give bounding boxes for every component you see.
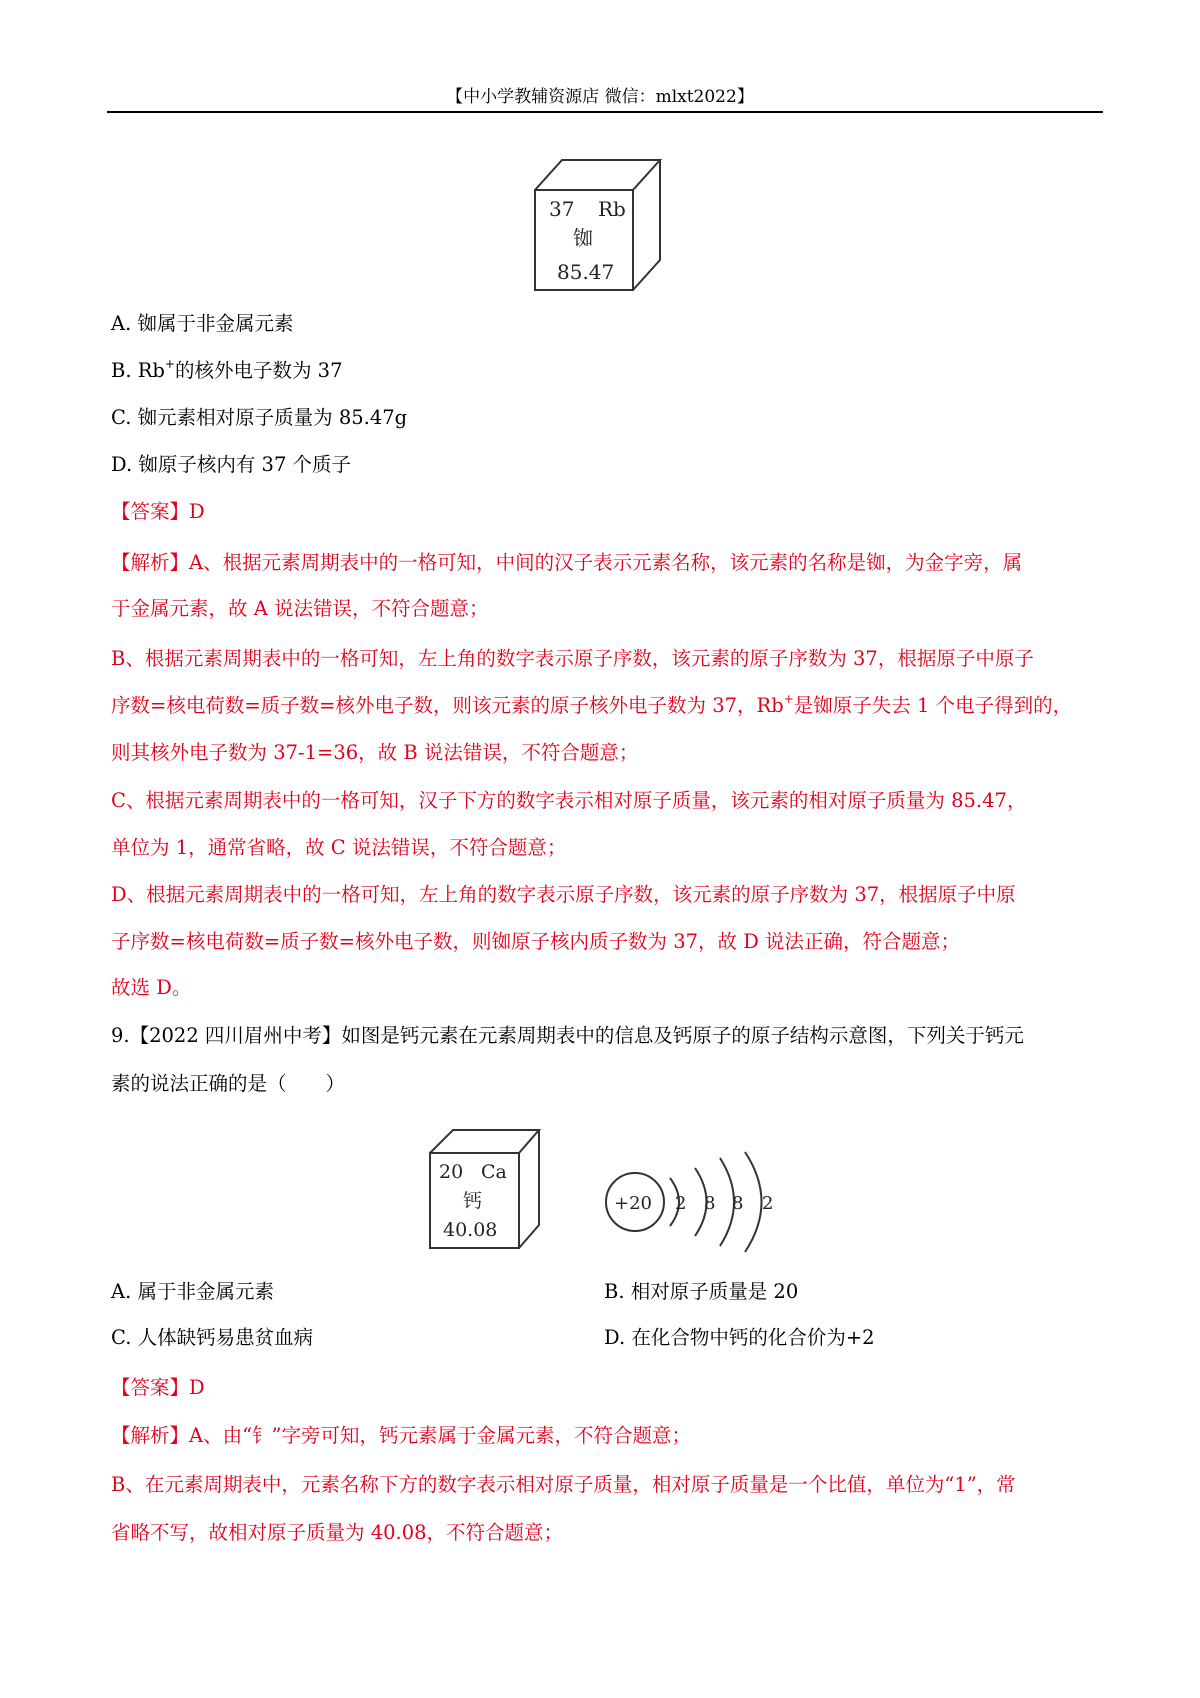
q8-analysis-line: C、根据元素周期表中的一格可知，汉子下方的数字表示相对原子质量，该元素的相对原子质量为 85.47， — [111, 789, 1027, 812]
page-header: 【中小学教辅资源店 微信：mlxt2022】 — [446, 87, 754, 107]
shell-electron-count: 8 — [704, 1193, 716, 1214]
header-rule — [107, 111, 1103, 113]
q9-analysis-line: 【解析】A、由“钅”字旁可知，钙元素属于金属元素，不符合题意； — [111, 1424, 692, 1447]
q8-analysis-line: 子序数=核电荷数=质子数=核外电子数，则铷原子核内质子数为 37，故 D 说法正确，符合题意； — [111, 930, 961, 953]
ca-atomic-structure-diagram — [600, 1150, 800, 1260]
q9-option-b: B. 相对原子质量是 20 — [604, 1280, 799, 1303]
ca-atomic-mass: 40.08 — [443, 1219, 498, 1241]
rb-atomic-mass: 85.47 — [557, 260, 615, 284]
q8-analysis-line: 单位为 1，通常省略，故 C 说法错误，不符合题意； — [111, 836, 567, 859]
q9-stem-line: 9.【2022 四川眉州中考】如图是钙元素在元素周期表中的信息及钙原子的原子结构示意图，下列关于钙元 — [111, 1024, 1024, 1047]
electron-shell-arc — [745, 1152, 762, 1252]
ca-name: 钙 — [463, 1190, 483, 1212]
q9-option-c: C. 人体缺钙易患贫血病 — [111, 1326, 314, 1349]
rb-name: 铷 — [573, 226, 593, 250]
q8-analysis-line: 序数=核电荷数=质子数=核外电子数，则该元素的原子核外电子数为 37，Rb+是铷原子失去 1 个电子得到的， — [111, 692, 1073, 717]
q9-analysis-line: B、在元素周期表中，元素名称下方的数字表示相对原子质量，相对原子质量是一个比值，单位为“1”，常 — [111, 1473, 1016, 1496]
ca-symbol: Ca — [481, 1161, 507, 1183]
q8-analysis-line: 则其核外电子数为 37-1=36，故 B 说法错误，不符合题意； — [111, 741, 639, 764]
shell-electron-count: 2 — [762, 1193, 774, 1214]
q8-option-d: D. 铷原子核内有 37 个质子 — [111, 453, 352, 476]
q8-option-b: B. Rb+的核外电子数为 37 — [111, 357, 343, 382]
q8-analysis-line: 【解析】A、根据元素周期表中的一格可知，中间的汉子表示元素名称，该元素的名称是铷，为金字旁，属 — [111, 551, 1023, 574]
ca-element-cell-figure — [425, 1125, 545, 1255]
q8-answer: 【答案】D — [111, 500, 205, 523]
q9-stem-line: 素的说法正确的是（ ） — [111, 1072, 346, 1095]
rb-element-cell-figure — [530, 155, 675, 295]
q8-analysis-line: B、根据元素周期表中的一格可知，左上角的数字表示原子序数，该元素的原子序数为 37，根据原子中原子 — [111, 647, 1034, 670]
q8-option-c: C. 铷元素相对原子质量为 85.47g — [111, 406, 408, 429]
rb-atomic-number: 37 — [549, 197, 575, 221]
shell-electron-count: 8 — [732, 1193, 744, 1214]
q8-analysis-line: D、根据元素周期表中的一格可知，左上角的数字表示原子序数，该元素的原子序数为 37，根据原子中原 — [111, 883, 1016, 906]
q8-analysis-line: 故选 D。 — [111, 976, 192, 999]
q8-analysis-line: 于金属元素，故 A 说法错误，不符合题意； — [111, 597, 489, 620]
shell-electron-count: 2 — [675, 1193, 687, 1214]
ca-atomic-number: 20 — [439, 1161, 464, 1183]
q9-answer: 【答案】D — [111, 1376, 205, 1399]
q9-analysis-line: 省略不写，故相对原子质量为 40.08，不符合题意； — [111, 1521, 564, 1544]
q9-option-a: A. 属于非金属元素 — [111, 1280, 274, 1303]
q9-option-d: D. 在化合物中钙的化合价为+2 — [604, 1326, 875, 1349]
q8-option-a: A. 铷属于非金属元素 — [111, 312, 294, 335]
rb-symbol: Rb — [598, 197, 626, 221]
nucleus-charge: +20 — [614, 1193, 652, 1214]
